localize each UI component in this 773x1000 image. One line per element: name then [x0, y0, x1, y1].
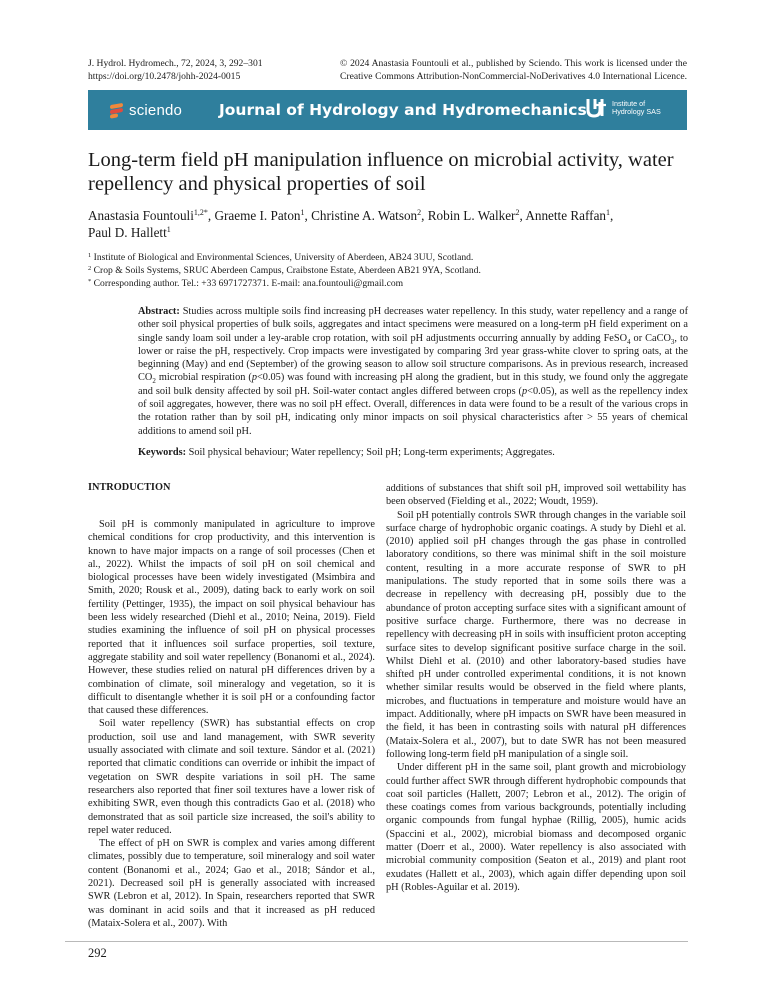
author: Robin L. Walker$^2$,: [427, 208, 526, 223]
journal-name: Journal of Hydrology and Hydromechanics: [219, 101, 587, 119]
author: Paul D. Hallett$^1$: [88, 225, 171, 240]
license-line-1: © 2024 Anastasia Fountouli et al., published by Sciendo. This work is licensed under the: [340, 58, 687, 69]
paragraph: Under different pH in the same soil, plant growth and microbiology could further affect SWR through different hydrophobic compounds that coat soil particles (Hallett, 2007; Lebron et al., 2012). The origin of these coatings comes from various backgrounds, potentially including organic compounds from fungal hyphae (Rillig, 2005), humic acids (Spaccini et al., 2002), microbial biomass and decomposed organic matter (Doerr et al., 2000). Water repellency is also associated with microbial community composition (Seaton et al., 2019) and plant root exudates (Hallett et al., 2003), which again differ depending upon soil pH (Robles-Aguilar et al. 2019).: [386, 762, 686, 893]
paragraph: additions of substances that shift soil pH, improved soil wettability has been observed (Fielding et al., 2022; Woudt, 1959).: [386, 483, 686, 508]
sciendo-mark-icon: [110, 104, 123, 117]
footer-divider: [65, 941, 688, 942]
journal-citation-block: [88, 58, 263, 83]
license-line-2[interactable]: Creative Commons Attribution-NonCommercial-NoDerivatives 4.0 International Licence.: [340, 70, 687, 82]
journal-banner: [88, 90, 687, 130]
paragraph: The effect of pH on SWR is complex and varies among different climates, possibly due to temperature, soil mineralogy and soil water content (Bonanomi et al., 2024; Gao et al., 2018; Sándor et al., 2021). Decreased soil pH is generally associated with increased SWR (Lebron et al, 2012). In Spain, researchers reported that SWR was dominant in acid soils and that it increased as pH reduced (Mataix-Solera et al., 2007). With: [88, 838, 375, 929]
paragraph: Soil pH potentially controls SWR through changes in the variable soil surface charge of hydrophobic organic coatings. A study by Diehl et al. (2010) applied soil pH changes through the gas phase in controlled laboratory conditions, so there was minimal shift in the soil moisture content, resulting in a more accurate response of SWR to pH manipulations. The study reported that in some soils there was a decrease in repellency with decreasing pH, possibly due to the abundance of proton accepting surface sites with a significant amount of positive surface charge. Furthermore, there was no decrease in repellency with decreasing pH in soils with insufficient proton accepting surface sites to develop significant positive surface charge in the soil. Whilst Diehl et al. (2010) and other laboratory-based studies have shifted pH under controlled experimental conditions, it is not known whether similar results would be observed in the field where plants, microbes, and fluctuations in temperature and moisture would have an impact. Additionally, where pH impacts on SWR have been measured in the field, it has been in contrasting soils with natural pH differences (Mataix-Solera et al., 2007), but to date SWR has not been measured following long-term field pH manipulation of a single soil.: [386, 509, 686, 760]
doi-link[interactable]: https://doi.org/10.2478/johh-2024-0015: [88, 70, 241, 82]
affiliation: $^2$ Crop & Soils Systems, SRUC Aberdeen Campus, Craibstone Estate, Aberdeen AB21 9YA, Scotland.: [88, 265, 481, 276]
sciendo-wordmark: sciendo: [129, 101, 183, 119]
keywords: Keywords: Soil physical behaviour; Water repellency; Soil pH; Long-term experiments; Aggregates.: [138, 447, 555, 458]
institute-hydrology-icon: [586, 96, 608, 120]
body-column-right: [386, 482, 686, 894]
body-column-left: [88, 518, 375, 930]
paragraph: Soil pH is commonly manipulated in agriculture to improve chemical conditions for crop productivity, and this intervention is known to have major impacts on a range of soil processes (Chen et al., 2022). Whilst the impacts of soil pH on soil chemical and biological processes have been widely investigated (Msimbira and Smith, 2020; Rousk et al., 2009), dating back to early work on soil fertility (Pettinger, 1935), the impact on soil physical behaviour has been less widely researched (Diehl et al., 2010; Neina, 2019). Field studies examining the influence of soil pH on physical processes reported that it influences soil surface properties, soil texture, aggregate stability and soil water repellency (Bonanomi et al., 2024). However, these studies relied on natural pH differences driven by a combination of climate, soil mineralogy and vegetation, so it is difficult to disentangle whether it is soil pH or a confounding factor that caused these differences.: [88, 519, 375, 717]
paragraph: Soil water repellency (SWR) has substantial effects on crop production, soil use and land management, with SWR severity usually associated with climate and soil texture. Sándor et al. (2021) reported that climatic conditions can override or inhibit the impact of vegetation on SWR despite variations in soil pH. The same researchers also reported that finer soil textures have a lower risk of exhibiting SWR, even though this contradicts Gao et al. (2018) who demonstrated that as soil particle size increased, the soil's ability to repel water reduced.: [88, 718, 375, 836]
author-list: [88, 207, 688, 241]
affiliation: $^1$ Institute of Biological and Environmental Sciences, University of Aberdeen, AB24 3UU, Scotland.: [88, 252, 474, 263]
sciendo-logo: [110, 102, 182, 119]
author: Annette Raffan$^1$,: [525, 208, 614, 223]
corresponding-author: * Corresponding author. Tel.: +33 6971727371. E-mail: ana.fountouli@gmail.com: [88, 278, 404, 289]
article-title: Long-term field pH manipulation influence on microbial activity, water repellency and physical properties of soil: [88, 149, 674, 195]
author: Anastasia Fountouli$^{1,2*}$,: [88, 208, 215, 223]
author: Graeme I. Paton$^1$,: [214, 208, 312, 223]
section-heading-introduction: INTRODUCTION: [88, 482, 171, 493]
page-number: 292: [88, 946, 107, 960]
keywords-label: Keywords:: [138, 447, 187, 458]
institute-name: Institute of Hydrology SAS: [612, 98, 661, 116]
license-notice: [340, 58, 687, 83]
abstract-label: Abstract:: [138, 306, 180, 317]
institute-logo: [586, 96, 661, 120]
journal-citation: J. Hydrol. Hydromech., 72, 2024, 3, 292–301: [88, 58, 263, 69]
abstract: Abstract: Studies across multiple soils find increasing pH decreases water repellency. In this study, water repellency and a range of other soil physical properties of bulk soils, aggregates and intact specimens were measured on a long-term pH field experiment on a single sandy loam soil under a ley-arable crop rotation, with soil pH adjustments occurring annually by adding FeSO$_4$ or CaCO$_3$, to lower or raise the pH, respectively. Crop impacts were investigated by comparing 3rd year grass-white clover to spring oats, at the beginning (May) and end (September) of the growing season to allow soil structure comparisons. As in previous research, increased $CO_2$ microbial respiration (p<0.05) was found with increasing pH along the gradient, but in this study, we found only the aggregate and soil bulk density affected by soil pH. Soil-water contact angles differed between crops (p<0.05), as well as the repellency index of soil aggregates, however, there was no soil pH effect. Overall, differences in data were found to be a result of the various crops in the rotation rather than by soil pH, indicating only minor impacts on soil physical characteristics after > 55 years of chemical additions to amend soil pH.: [138, 306, 689, 437]
author: Christine A. Watson$^2$,: [311, 208, 428, 223]
